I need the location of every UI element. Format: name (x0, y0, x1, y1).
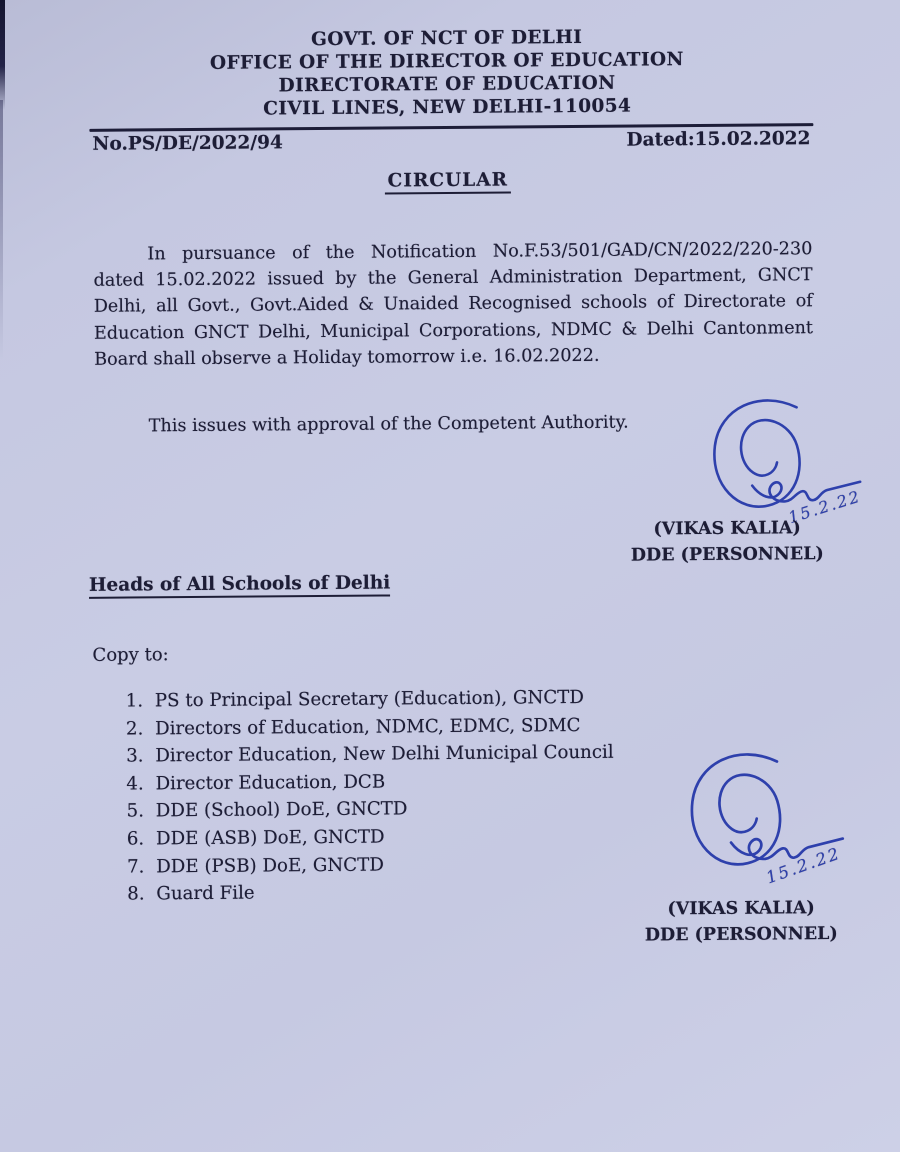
copy-to-item: 6. DDE (ASB) DoE, GNCTD (150, 822, 615, 853)
letterhead-line-4: CIVIL LINES, NEW DELHI-110054 (263, 95, 632, 120)
copy-to-item: 2. Directors of Education, NDMC, EDMC, SDMC (149, 711, 614, 742)
signatory-name: (VIKAS KALIA) (667, 898, 815, 920)
letterhead-line-3: DIRECTORATE OF EDUCATION (278, 72, 616, 97)
copy-to-item: 5. DDE (School) DoE, GNCTD (150, 794, 615, 825)
signatory-block-bottom (645, 896, 838, 949)
signature-bottom-date: 15.2.22 (763, 843, 844, 888)
copy-to-list (123, 684, 615, 909)
approval-line: This issues with approval of the Competent Authority. (148, 412, 629, 437)
signature-bottom (670, 745, 849, 894)
reference-date: Dated:15.02.2022 (626, 128, 811, 151)
signatory-designation: DDE (PERSONNEL) (630, 543, 824, 566)
signature-top-ink (693, 395, 866, 530)
body-paragraph: In pursuance of the Notification No.F.53/501/GAD/CN/2022/220-230 dated 15.02.2022 issued by the General Administration Department, GNCT Delhi, all Govt., Govt.Aided & Unaided Recognised schools of Directorate of Education GNCT Delhi, Municipal Corporations, NDMC & Delhi Cantonment Board shall observe a Holiday tomorrow i.e. 16.02.2022. (93, 239, 814, 370)
signature-top (693, 395, 866, 530)
copy-to-item: 3. Director Education, New Delhi Municipal Council (149, 739, 614, 770)
circular-title: CIRCULAR (385, 170, 512, 195)
title-row (0, 166, 898, 197)
copy-to-label: Copy to: (92, 644, 169, 666)
signature-bottom-ink (670, 745, 849, 894)
addressee-heading: Heads of All Schools of Delhi (89, 572, 390, 598)
signatory-block-top (631, 516, 824, 569)
signature-top-date: 15.2.22 (786, 486, 864, 528)
letterhead-line-1: GOVT. OF NCT OF DELHI (311, 26, 583, 51)
letterhead-line-2: OFFICE OF THE DIRECTOR OF EDUCATION (209, 49, 684, 74)
addressee-row (89, 572, 390, 598)
signatory-designation: DDE (PERSONNEL) (644, 923, 838, 945)
letterhead (0, 23, 897, 122)
copy-to-item: 1. PS to Principal Secretary (Education), GNCTD (149, 684, 614, 715)
copy-to-item: 7. DDE (PSB) DoE, GNCTD (150, 849, 615, 880)
copy-to-item: 4. Director Education, DCB (149, 767, 614, 798)
copy-to-item: 8. Guard File (150, 877, 615, 908)
signatory-name: (VIKAS KALIA) (653, 518, 801, 540)
reference-number: No.PS/DE/2022/94 (92, 132, 283, 155)
reference-row (92, 128, 810, 155)
